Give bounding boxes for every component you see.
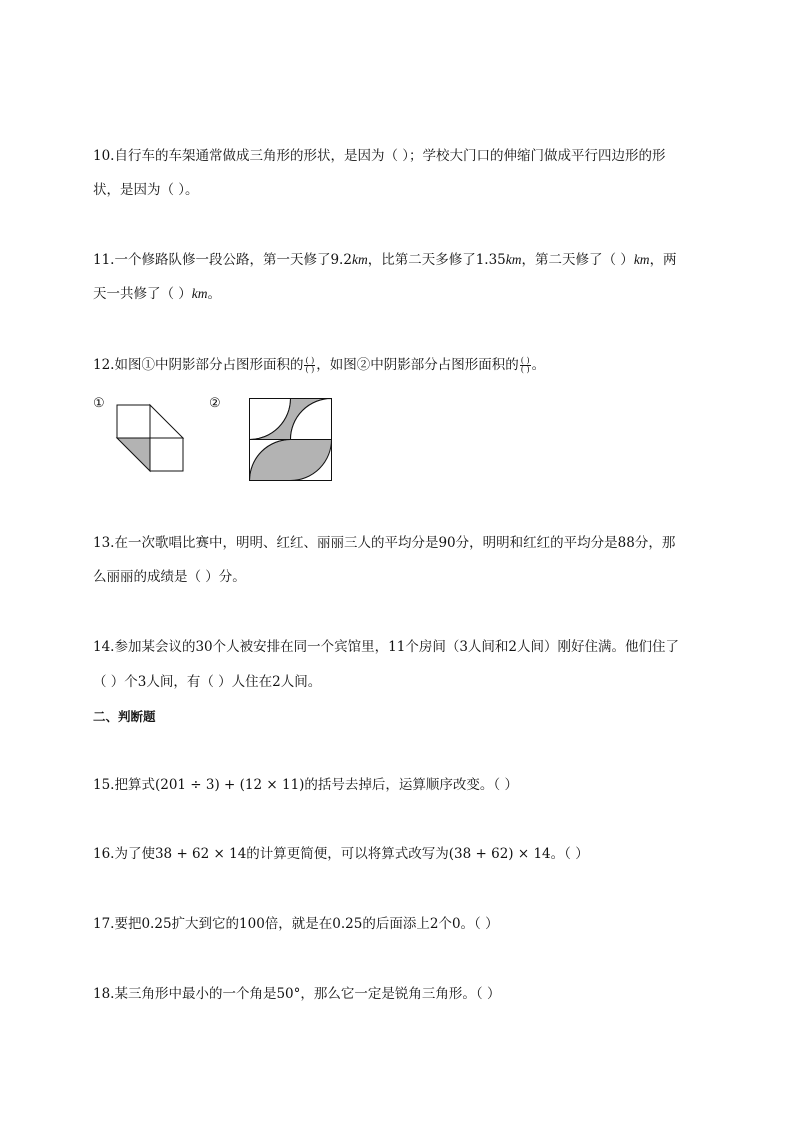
fraction-denominator: ( ): [520, 365, 530, 374]
q11-text-part: 11.一个修路队修一段公路，第一天修了9.2: [93, 252, 352, 268]
question-15: 15.把算式(201 ÷ 3) + (12 × 11)的括号去掉后，运算顺序改变。（ ）: [93, 777, 518, 793]
figure-2-label: ②: [209, 396, 221, 411]
question-11-line-2: [93, 284, 221, 304]
unit-km: km: [633, 252, 650, 267]
q11-text-part: ，比第二天多修了1.35: [367, 252, 506, 268]
q12-text-part: 12.如图①中阴影部分占图形面积的: [93, 357, 304, 373]
question-18: 18.某三角形中最小的一个角是50°，那么它一定是锐角三角形。（ ）: [93, 986, 501, 1002]
q12-text-part: ，如图②中阴影部分占图形面积的: [316, 357, 519, 373]
figure-1-label: ①: [93, 396, 105, 411]
blank-fraction: [304, 357, 315, 374]
figure-2-diagram: [249, 398, 333, 482]
question-16: 16.为了使38 + 62 × 14的计算更简便，可以将算式改写为(38 + 62) × 14。（ ）: [93, 846, 589, 862]
question-13-line-1: 13.在一次歌唱比赛中，明明、红红、丽丽三人的平均分是90分，明明和红红的平均分是88分，那: [93, 535, 676, 551]
q11-text-part: 天一共修了（ ）: [93, 286, 192, 302]
fraction-numerator: ( ): [520, 356, 530, 365]
unit-km: km: [505, 252, 522, 267]
q11-text-part: 。: [207, 286, 222, 302]
unit-km: km: [191, 286, 208, 301]
q11-text-part: ，第二天修了（ ）: [521, 252, 634, 268]
figure-1-diagram: [117, 405, 187, 475]
question-12-line: [93, 355, 545, 375]
question-10-line-1: 10.自行车的车架通常做成三角形的形状，是因为（ ）；学校大门口的伸缩门做成平行四边形的形: [93, 148, 666, 164]
fraction-numerator: ( ): [305, 356, 315, 365]
section-heading: 二、判断题: [93, 709, 156, 724]
question-13-line-2: 么丽丽的成绩是（ ）分。: [93, 569, 246, 585]
q12-text-part: 。: [531, 357, 546, 373]
fraction-denominator: ( ): [305, 365, 315, 374]
unit-km: km: [351, 252, 368, 267]
question-14-line-1: 14.参加某会议的30个人被安排在同一个宾馆里，11个房间（3人间和2人间）刚好住满。他们住了: [93, 639, 680, 655]
question-10-line-2: 状，是因为（ ）。: [93, 182, 199, 198]
blank-fraction: [520, 357, 531, 374]
question-17: 17.要把0.25扩大到它的100倍，就是在0.25的后面添上2个0。（ ）: [93, 916, 499, 932]
question-11-line-1: [93, 250, 677, 270]
question-14-line-2: （ ）个3人间，有（ ）人住在2人间。: [93, 674, 322, 690]
q11-text-part: ，两: [649, 252, 677, 268]
